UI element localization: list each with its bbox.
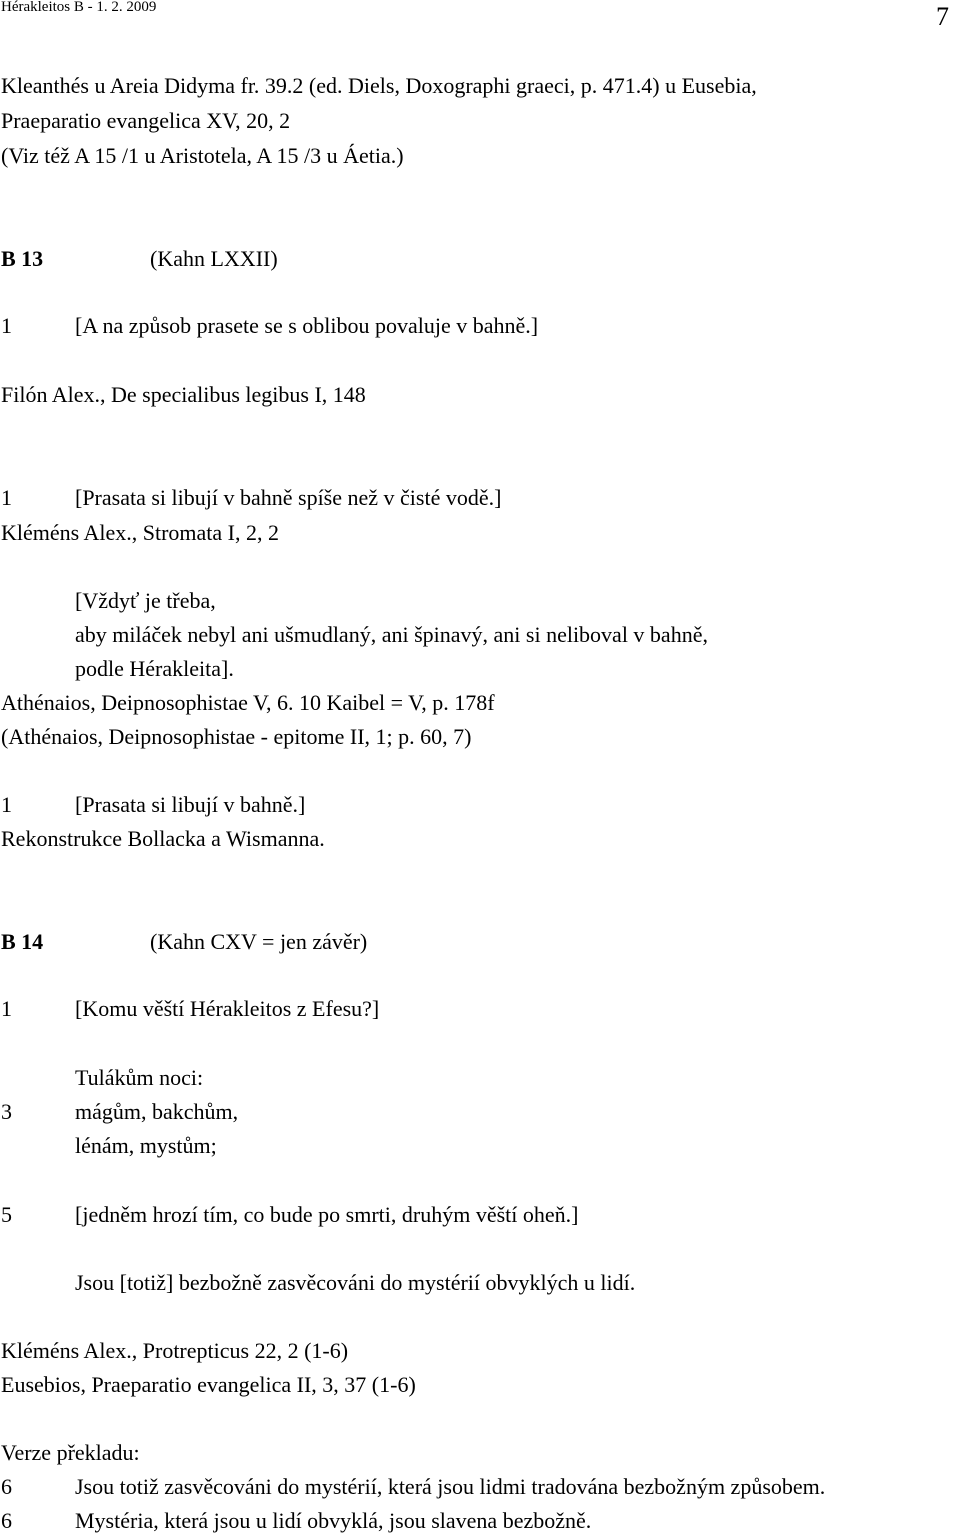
source-line: (Athénaios, Deipnosophistae - epitome II, 1; p. 60, 7) <box>1 724 472 749</box>
source-line: Kléméns Alex., Stromata I, 2, 2 <box>1 520 280 545</box>
translation-line: podle Hérakleita]. <box>75 656 234 681</box>
cross-reference-note: (Viz též A 15 /1 u Aristotela, A 15 /3 u Áetia.) <box>1 143 404 168</box>
running-header: Hérakleitos B - 1. 2. 2009 <box>1 0 157 15</box>
translation-line: Tulákům noci: <box>75 1065 204 1090</box>
fragment-heading: B 13 <box>1 246 44 271</box>
translation-line: [Prasata si libují v bahně.] <box>75 792 306 817</box>
translation-variant-heading: Verze překladu: <box>1 1440 140 1465</box>
verse-number: 1 <box>1 996 12 1021</box>
translation-line: [Vždyť je třeba, <box>75 588 216 613</box>
verse-number: 6 <box>1 1508 12 1533</box>
source-line: Kléméns Alex., Protrepticus 22, 2 (1-6) <box>1 1338 349 1363</box>
verse-number: 6 <box>1 1474 12 1499</box>
translation-line: [jedněm hrozí tím, co bude po smrti, druhým věští oheň.] <box>75 1202 579 1227</box>
translation-line: [Prasata si libují v bahně spíše než v čisté vodě.] <box>75 485 502 510</box>
translation-line: [Komu věští Hérakleitos z Efesu?] <box>75 996 380 1021</box>
translation-line: Jsou [totiž] bezbožně zasvěcováni do mystérií obvyklých u lidí. <box>75 1270 636 1295</box>
fragment-heading: B 14 <box>1 929 44 954</box>
kahn-reference: (Kahn LXXII) <box>150 246 278 271</box>
source-line: Praeparatio evangelica XV, 20, 2 <box>1 108 291 133</box>
verse-number: 3 <box>1 1099 12 1124</box>
kahn-reference: (Kahn CXV = jen závěr) <box>150 929 368 954</box>
translation-line: lénám, mystům; <box>75 1133 217 1158</box>
source-line: Kleanthés u Areia Didyma fr. 39.2 (ed. Diels, Doxographi graeci, p. 471.4) u Eusebia, <box>1 73 757 98</box>
source-line: Filón Alex., De specialibus legibus I, 148 <box>1 382 366 407</box>
source-line: Rekonstrukce Bollacka a Wismanna. <box>1 826 325 851</box>
translation-line: aby miláček nebyl ani ušmudlaný, ani špinavý, ani si neliboval v bahně, <box>75 622 708 647</box>
verse-number: 1 <box>1 485 12 510</box>
translation-line: Mystéria, která jsou u lidí obvyklá, jsou slavena bezbožně. <box>75 1508 592 1533</box>
verse-number: 1 <box>1 313 12 338</box>
verse-number: 1 <box>1 792 12 817</box>
translation-line: Jsou totiž zasvěcováni do mystérií, která jsou lidmi tradována bezbožným způsobem. <box>75 1474 826 1499</box>
verse-number: 5 <box>1 1202 12 1227</box>
page-number: 7 <box>936 2 949 31</box>
source-line: Eusebios, Praeparatio evangelica II, 3, 37 (1-6) <box>1 1372 416 1397</box>
translation-line: mágům, bakchům, <box>75 1099 239 1124</box>
source-line: Athénaios, Deipnosophistae V, 6. 10 Kaibel = V, p. 178f <box>1 690 495 715</box>
translation-line: [A na způsob prasete se s oblibou povaluje v bahně.] <box>75 313 539 338</box>
